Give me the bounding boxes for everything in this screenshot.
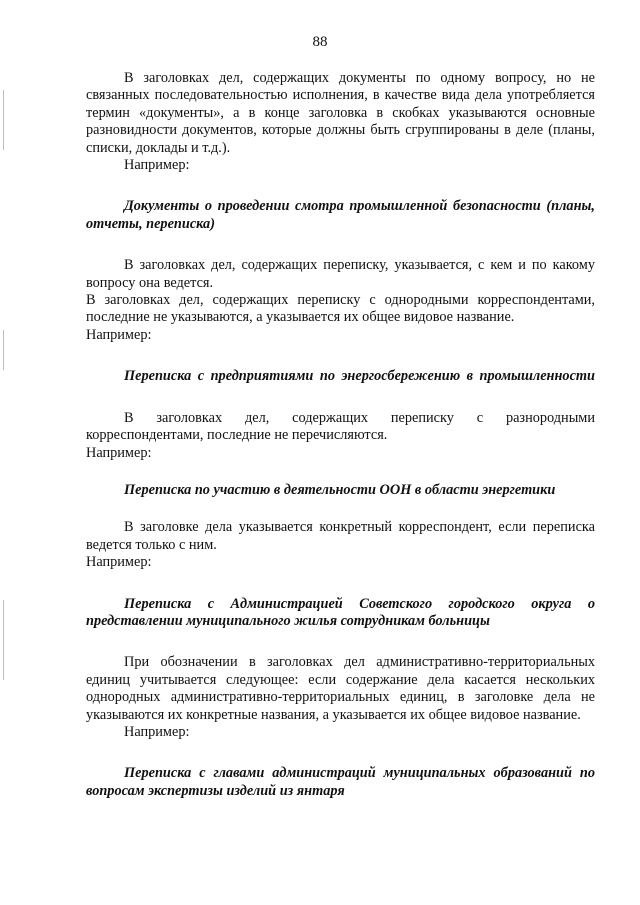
paragraph-homogeneous-correspondents: В заголовках дел, содержащих переписку с однородными корреспондентами, последние не указываются, а указывается их общее видовое название. xyxy=(86,292,595,326)
example-heading-documents: Документы о проведении смотра промышленной безопасности (планы, отчеты, переписка) xyxy=(86,198,595,232)
example-heading-energy-saving: Переписка с предприятиями по энергосбережению в промышленности xyxy=(124,368,595,385)
example-label: Например: xyxy=(86,444,152,461)
example-heading-administration: Переписка с Администрацией Советского городского округа о представлении муниципального жилья сотрудникам больницы xyxy=(86,595,595,629)
page-number: 88 xyxy=(312,34,328,50)
example-label: Например: xyxy=(124,157,190,174)
paragraph-documents-rule: В заголовках дел, содержащих документы по одному вопросу, но не связанных последовательностью исполнения, в качестве вида дела употребляется термин «документы», а в конце заголовка в скобках указываются основные разновидности документов, которые должны быть сгруппированы в деле (планы, списки, доклады и т.д.). xyxy=(86,70,595,156)
scan-margin-mark xyxy=(3,90,4,150)
paragraph-territorial-units: При обозначении в заголовках дел административно-территориальных единиц учитывается следующее: если содержание дела касается нескольких однородных административно-территориальных единиц, в заголовке дела не указываются их конкретные названия, а указывается их общее видовое название. xyxy=(86,654,595,723)
example-label: Например: xyxy=(86,326,152,343)
paragraph-correspondence-rule: В заголовках дел, содержащих переписку, указывается, с кем и по какому вопросу она ведется. xyxy=(86,257,595,291)
page-body xyxy=(86,70,595,800)
paragraph-specific-correspondent: В заголовке дела указывается конкретный корреспондент, если переписка ведется только с ним. xyxy=(86,519,595,553)
example-label: Например: xyxy=(124,723,190,740)
paragraph-heterogeneous-correspondents: В заголовках дел, содержащих переписку с разнородными корреспондентами, последние не перечисляются. xyxy=(86,409,595,444)
example-label: Например: xyxy=(86,554,152,571)
example-heading-un-energy: Переписка по участию в деятельности ООН в области энергетики xyxy=(124,481,556,498)
scan-margin-mark xyxy=(3,330,4,370)
scan-margin-mark xyxy=(3,600,4,680)
example-heading-amber: Переписка с главами администраций муниципальных образований по вопросам экспертизы изделий из янтаря xyxy=(86,765,595,799)
